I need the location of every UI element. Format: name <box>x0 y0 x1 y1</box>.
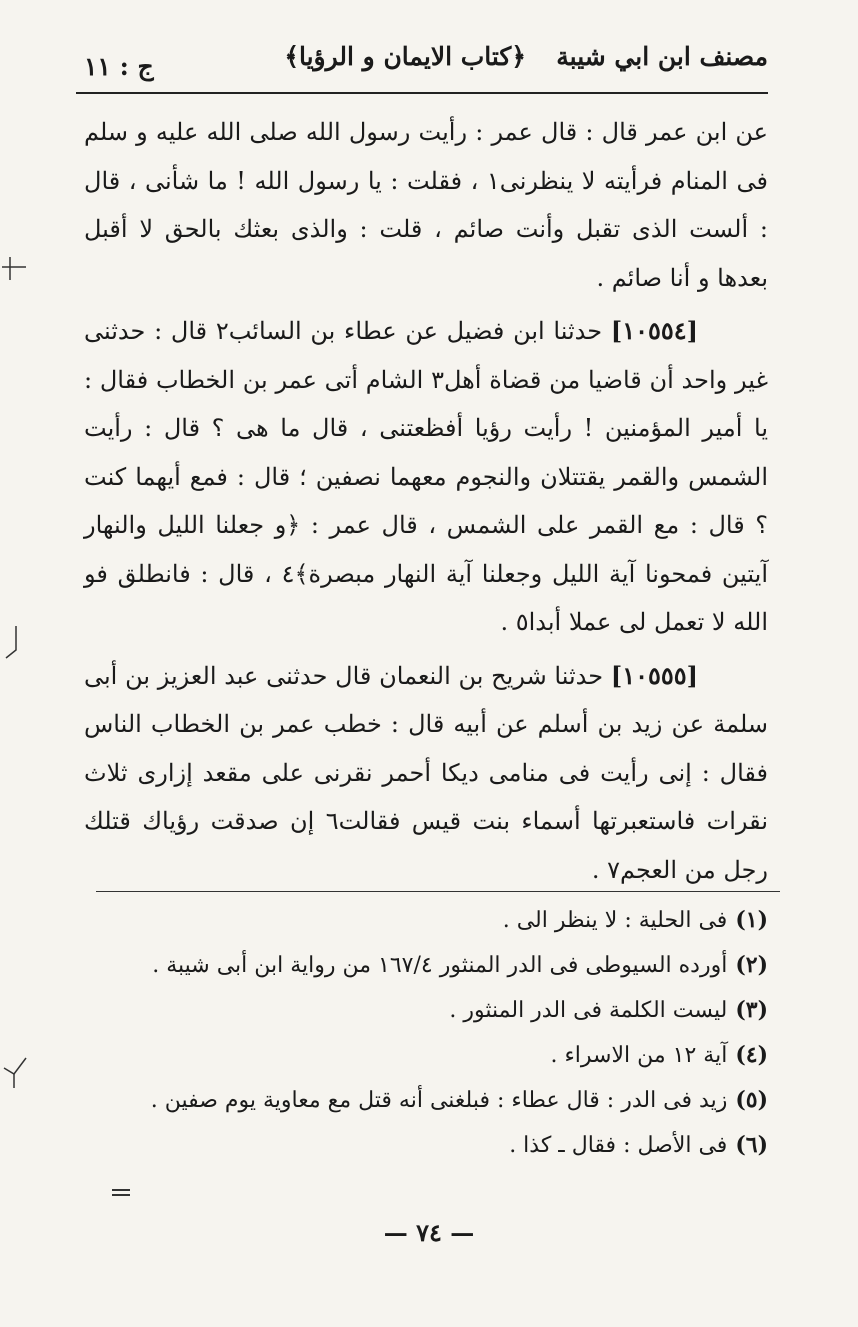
text-line: سلمة عن زيد بن أسلم عن أبيه قال : خطب عمر بن الخطاب الناس فقال : <box>84 710 768 787</box>
text-line: القمر على الشمس ، قال عمر : ﴿و جعلنا الليل والنهار آيتين فمحونا آية الليل <box>84 511 768 588</box>
header-rule <box>76 92 768 94</box>
text-line: إنى رأيت فى منامى ديكا أحمر نقرنى على مقعد إزارى ثلاث نقرات <box>84 758 768 835</box>
text-line: تقبل وأنت صائم ، قلت : والذى بعثك بالحق لا أقبل بعدها و أنا صائم . <box>84 215 768 292</box>
footnote-marker: (٣) <box>735 997 768 1023</box>
margin-tick-mark <box>0 1052 30 1092</box>
main-text <box>84 108 768 894</box>
section-title: ﴿كتاب الايمان و الرؤيا﴾ <box>284 42 526 71</box>
volume-label: ج : ١١ <box>84 52 154 81</box>
hadith-number: [١٠٥٥٤] <box>610 316 698 345</box>
paragraph-3 <box>84 652 768 895</box>
text-line: حدثنا ابن فضيل عن عطاء بن السائب٢ قال : حدثنى <box>84 317 603 345</box>
footnote-marker: (٦) <box>735 1132 768 1158</box>
footnote-marker: (٢) <box>735 952 768 978</box>
text-line: غير واحد أن قاضيا من قضاة أهل٣ الشام أتى عمر بن الخطاب فقال : <box>84 365 769 394</box>
text-line: حدثنا شريح بن النعمان قال حدثنى عبد العزيز بن أبى <box>84 661 604 690</box>
footnote-text: فى الأصل : فقال ـ كذا . <box>509 1133 728 1158</box>
margin-tick-mark <box>2 624 26 664</box>
footnote-6 <box>84 1123 768 1168</box>
footnote-text: ليست الكلمة فى الدر المنثور . <box>449 998 728 1023</box>
text-line: وجعلنا آية النهار مبصرة﴾٤ ، قال : فانطلق فو الله لا تعمل لى عملا أبدا٥ . <box>84 559 768 636</box>
footnote-4 <box>84 1033 768 1078</box>
text-line: عن ابن عمر قال : قال عمر : رأيت رسول الله صلى الله عليه و سلم فى <box>84 118 769 195</box>
footnote-marker: (٥) <box>735 1087 768 1113</box>
footnote-2 <box>84 943 768 988</box>
footnote-5 <box>84 1078 768 1123</box>
footnote-text: زيد فى الدر : قال عطاء : فبلغنى أنه قتل مع معاوية يوم صفين . <box>150 1088 728 1113</box>
margin-double-dash <box>112 1189 130 1196</box>
text-line: يا أمير المؤمنين ! رأيت رؤيا أفظعتنى ، قال ما هى ؟ قال : رأيت الشمس <box>84 414 768 491</box>
footnote-text: آية ١٢ من الاسراء . <box>550 1043 728 1068</box>
footnotes <box>84 898 768 1168</box>
footnote-text: أورده السيوطى فى الدر المنثور ١٦٧/٤ من رواية ابن أبى شيبة . <box>152 953 728 978</box>
text-line: والقمر يقتتلان والنجوم معهما نصفين ؛ قال : فمع أيهما كنت ؟ قال : مع <box>84 462 768 539</box>
footnote-rule <box>96 891 780 892</box>
footnote-marker: (٤) <box>735 1042 768 1068</box>
margin-tick-mark <box>0 254 30 284</box>
page-number: — ٧٤ — <box>383 1218 475 1247</box>
paragraph-1 <box>84 108 768 302</box>
footnote-1 <box>84 898 768 943</box>
running-header <box>84 38 768 92</box>
book-title: مصنف ابن ابي شيبة <box>556 42 768 71</box>
footnote-marker: (١) <box>735 907 768 933</box>
text-line: فاستعبرتها أسماء بنت قيس فقالت٦ إن صدقت رؤياك قتلك رجل من العجم٧ . <box>84 807 768 884</box>
hadith-number: [١٠٥٥٥] <box>610 660 698 690</box>
footnote-text: فى الحلية : لا ينظر الى . <box>502 908 728 933</box>
paragraph-2 <box>84 307 768 647</box>
text-line: المنام فرأيته لا ينظرنى١ ، فقلت : يا رسول الله ! ما شأنى ، قال : ألست الذى <box>84 166 768 243</box>
footnote-3 <box>84 988 768 1033</box>
